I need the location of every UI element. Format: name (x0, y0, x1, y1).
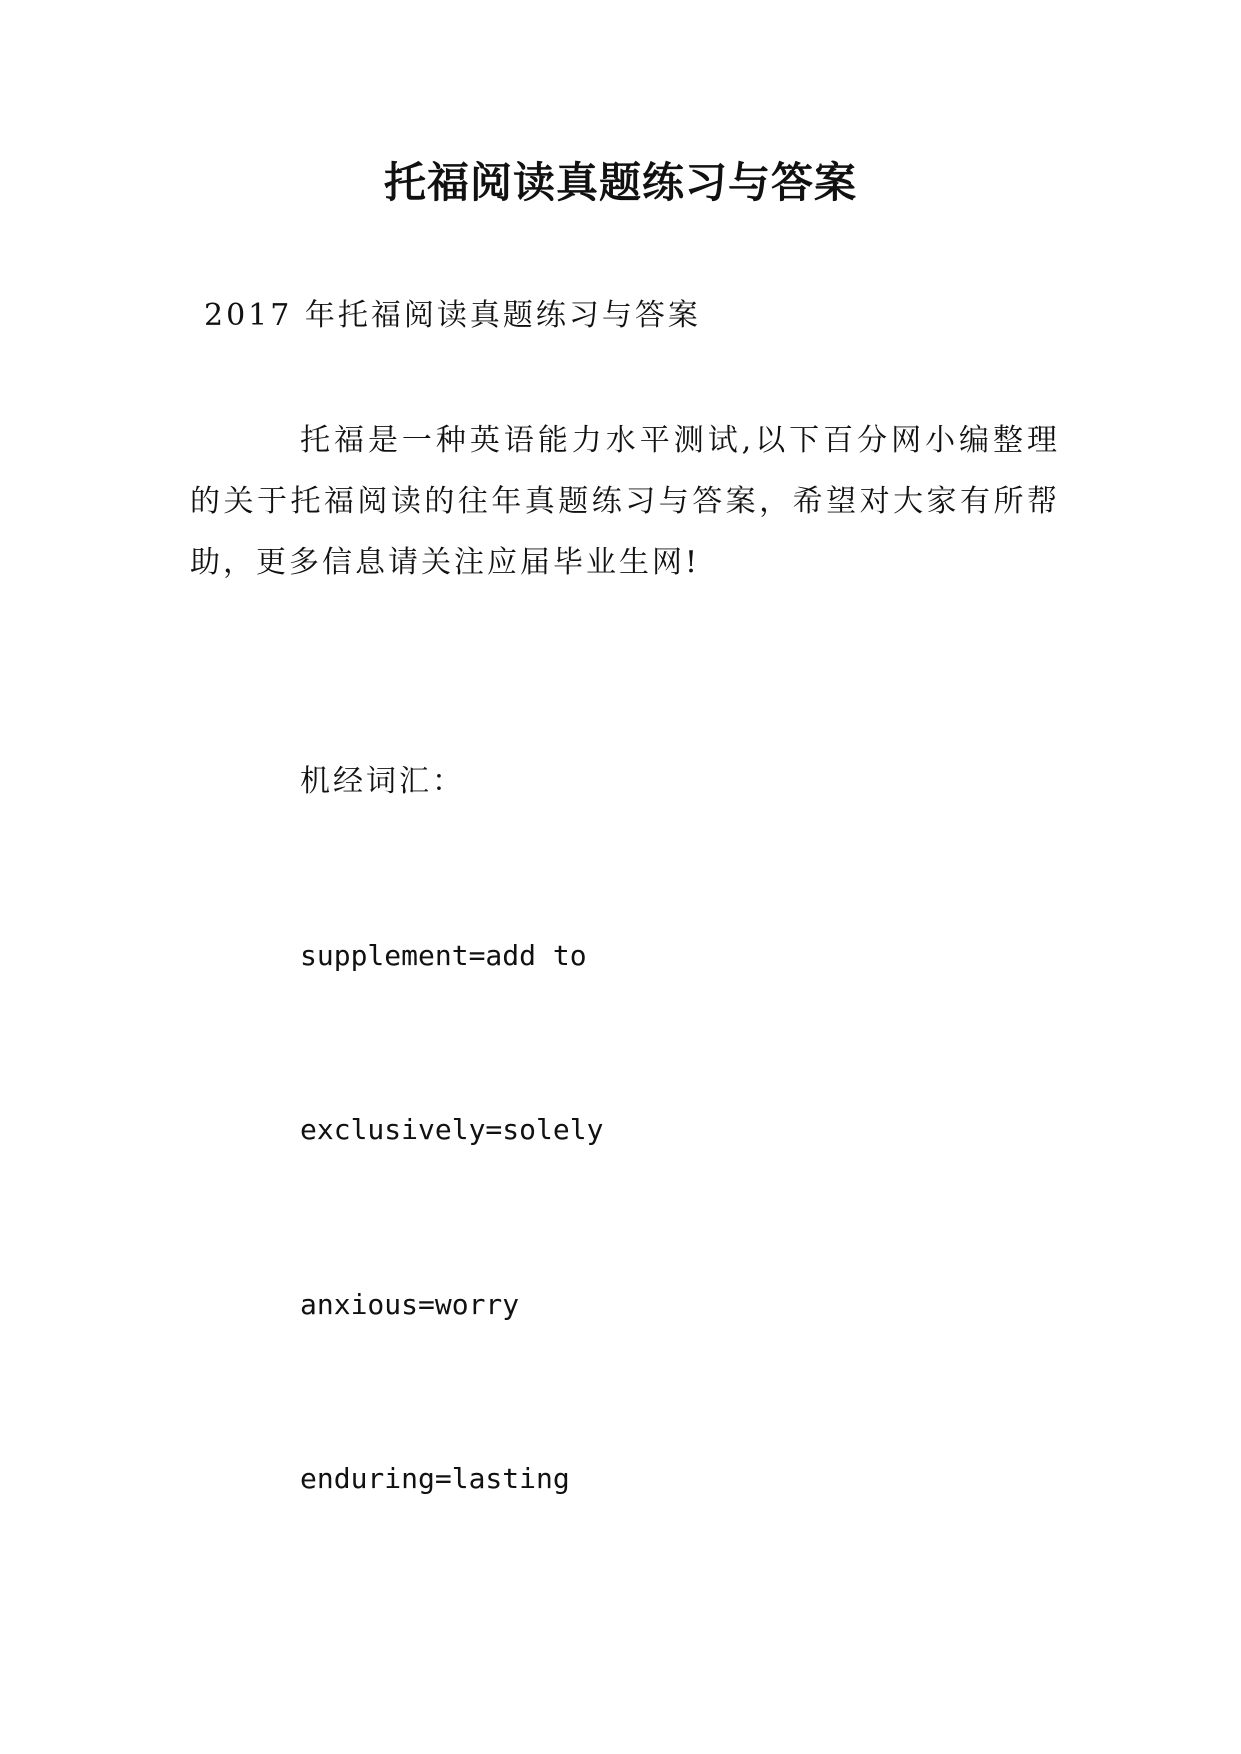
intro-paragraph: 托福是一种英语能力水平测试,以下百分网小编整理的关于托福阅读的往年真题练习与答案，希望对大家有所帮助，更多信息请关注应届毕业生网! (190, 423, 1060, 580)
vocab-item: supplement=add to (300, 939, 587, 972)
document-title: 托福阅读真题练习与答案 (383, 158, 857, 207)
vocab-heading: 机经词汇： (300, 764, 465, 799)
vocab-item: anxious=worry (300, 1288, 520, 1321)
document-subtitle: 2017 年托福阅读真题练习与答案 (204, 298, 701, 333)
vocab-item: exclusively=solely (300, 1113, 604, 1146)
vocab-item: enduring=lasting (300, 1462, 570, 1495)
